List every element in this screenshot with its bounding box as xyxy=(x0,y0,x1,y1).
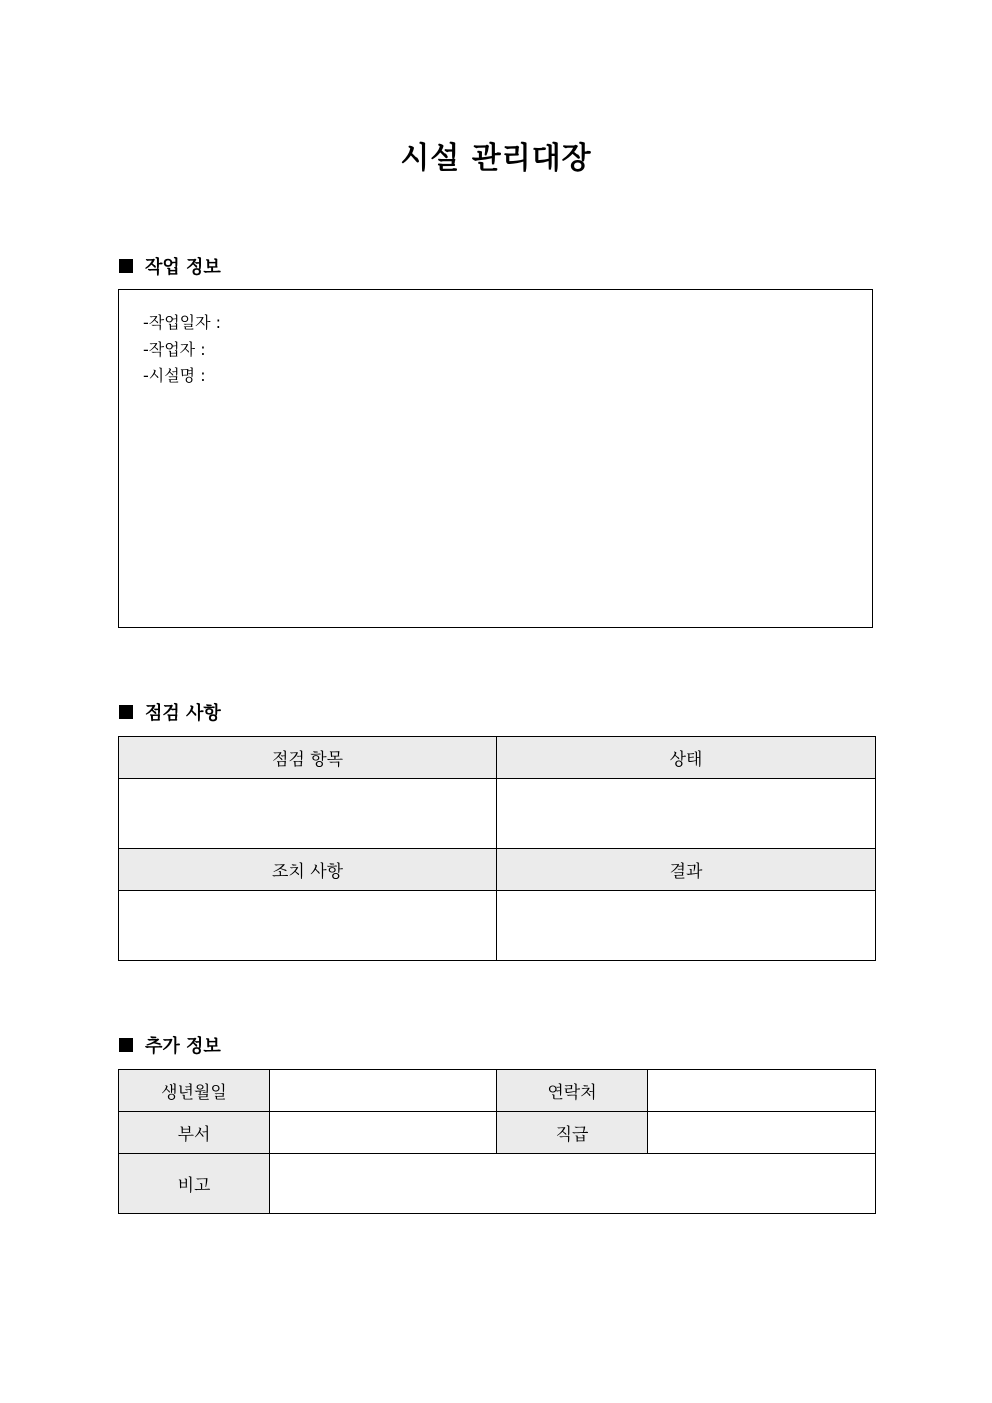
work-date-line: -작업일자 : xyxy=(143,313,222,332)
inspection-heading xyxy=(119,699,221,725)
work-info-heading xyxy=(119,253,221,279)
birthdate-label: 생년월일 xyxy=(119,1070,270,1112)
result-header: 결과 xyxy=(497,849,876,891)
position-label: 직급 xyxy=(497,1112,648,1154)
remarks-label: 비고 xyxy=(119,1154,270,1214)
action-cell[interactable] xyxy=(119,891,497,961)
worker-line: -작업자 : xyxy=(143,339,206,359)
contact-label: 연락처 xyxy=(497,1070,648,1112)
work-info-heading-text: 작업 정보 xyxy=(145,257,221,278)
action-header: 조치 사항 xyxy=(119,849,497,891)
square-bullet-icon xyxy=(119,705,133,719)
contact-cell[interactable] xyxy=(648,1070,876,1112)
additional-info-heading xyxy=(119,1032,221,1058)
additional-info-table xyxy=(118,1069,876,1214)
status-header: 상태 xyxy=(497,737,876,779)
work-info-box xyxy=(118,289,873,628)
position-cell[interactable] xyxy=(648,1112,876,1154)
inspection-heading-text: 점검 사항 xyxy=(145,703,221,724)
additional-info-heading-text: 추가 정보 xyxy=(145,1036,221,1057)
facility-name-line: -시설명 : xyxy=(143,366,206,385)
square-bullet-icon xyxy=(119,259,133,273)
inspection-table xyxy=(118,736,876,961)
result-cell[interactable] xyxy=(497,891,876,961)
department-label: 부서 xyxy=(119,1112,270,1154)
document-title: 시설 관리대장 xyxy=(400,141,592,176)
inspection-item-header: 점검 항목 xyxy=(119,737,497,779)
department-cell[interactable] xyxy=(270,1112,497,1154)
inspection-item-cell[interactable] xyxy=(119,779,497,849)
square-bullet-icon xyxy=(119,1038,133,1052)
remarks-cell[interactable] xyxy=(270,1154,876,1214)
status-cell[interactable] xyxy=(497,779,876,849)
birthdate-cell[interactable] xyxy=(270,1070,497,1112)
